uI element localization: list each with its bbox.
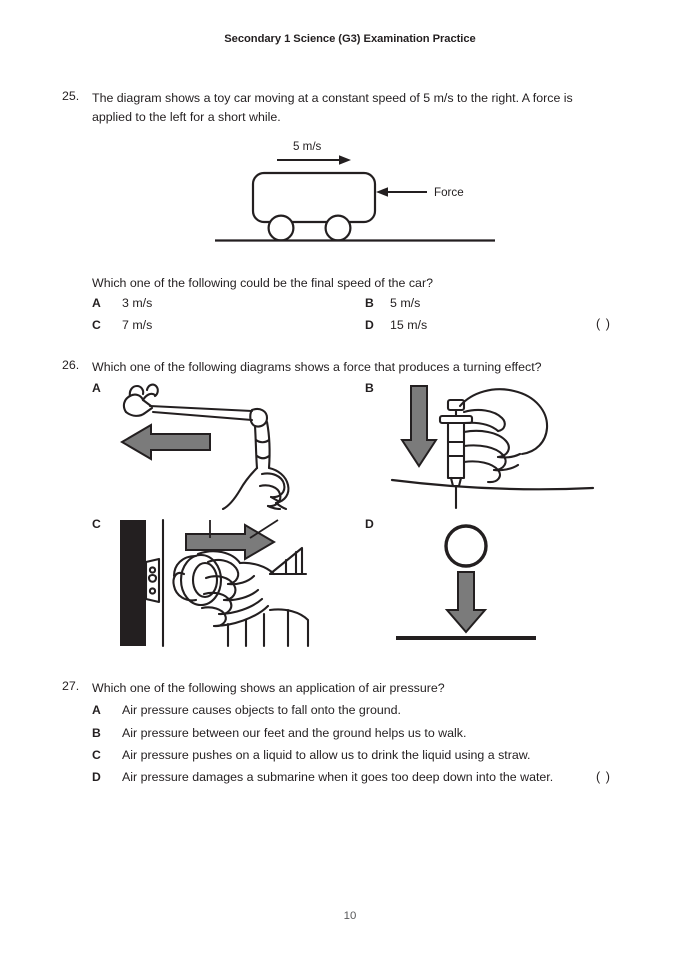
question-26-panel-c-letter: C (92, 517, 101, 531)
question-25-stem-line2: applied to the left for a short while. (92, 110, 281, 124)
question-27-option-c-text[interactable]: Air pressure pushes on a liquid to allow us to drink the liquid using a straw. (122, 748, 531, 762)
question-25-option-b-letter: B (365, 296, 374, 310)
car-wheel-rear (326, 216, 351, 241)
door-handle-hand-figure[interactable] (110, 518, 320, 653)
question-25-option-c-letter: C (92, 318, 101, 332)
speed-label: 5 m/s (293, 140, 322, 153)
question-27-stem-line1: Which one of the following shows an application of air pressure? (92, 681, 445, 695)
question-25-sub-question: Which one of the following could be the final speed of the car? (92, 276, 433, 290)
force-arrow-down-icon (402, 386, 436, 466)
falling-ball-figure[interactable] (390, 518, 600, 653)
force-label: Force (434, 186, 464, 199)
question-27-answer-bracket[interactable]: ( ) (596, 770, 611, 784)
page-number: 10 (343, 910, 357, 922)
question-26-panel-d-letter: D (365, 517, 374, 531)
question-27-option-a-letter: A (92, 703, 101, 717)
question-27-option-b-text[interactable]: Air pressure between our feet and the ground helps us to walk. (122, 726, 467, 740)
question-27-option-d-text[interactable]: Air pressure damages a submarine when it goes too deep down into the water. (122, 770, 554, 784)
question-27-option-c-letter: C (92, 748, 101, 762)
question-26-panel-b-letter: B (365, 381, 374, 395)
car-body (253, 173, 375, 222)
question-25-option-b-text[interactable]: 5 m/s (390, 296, 421, 310)
question-25-stem-line1: The diagram shows a toy car moving at a constant speed of 5 m/s to the right. A force is (92, 91, 573, 105)
question-27-option-a-text[interactable]: Air pressure causes objects to fall onto the ground. (122, 703, 401, 717)
question-27-number: 27. (62, 679, 80, 693)
toy-car-diagram (205, 136, 505, 253)
question-26-panel-a-letter: A (92, 381, 101, 395)
force-arrow-icon (376, 187, 427, 197)
question-25-option-d-letter: D (365, 318, 374, 332)
question-27-option-d-letter: D (92, 770, 101, 784)
syringe-hand-figure[interactable] (390, 382, 595, 515)
question-25-answer-bracket[interactable]: ( ) (596, 317, 611, 331)
question-25-option-a-letter: A (92, 296, 101, 310)
force-arrow-left-icon (122, 425, 210, 459)
running-head: Secondary 1 Science (G3) Examination Practice (224, 33, 476, 45)
force-arrow-down-icon (447, 572, 485, 632)
question-26-stem-line1: Which one of the following diagrams shows a force that produces a turning effect? (92, 360, 542, 374)
question-25-option-d-text[interactable]: 15 m/s (390, 318, 428, 332)
door-jamb (120, 520, 146, 646)
car-wheel-front (269, 216, 294, 241)
catapult-hand-figure[interactable] (110, 382, 315, 515)
question-25-option-c-text[interactable]: 7 m/s (122, 318, 153, 332)
question-26-number: 26. (62, 358, 80, 372)
question-25-number: 25. (62, 89, 80, 103)
question-27-option-b-letter: B (92, 726, 101, 740)
ball-shape (446, 526, 486, 566)
speed-arrow-icon (277, 155, 351, 165)
question-25-option-a-text[interactable]: 3 m/s (122, 296, 153, 310)
